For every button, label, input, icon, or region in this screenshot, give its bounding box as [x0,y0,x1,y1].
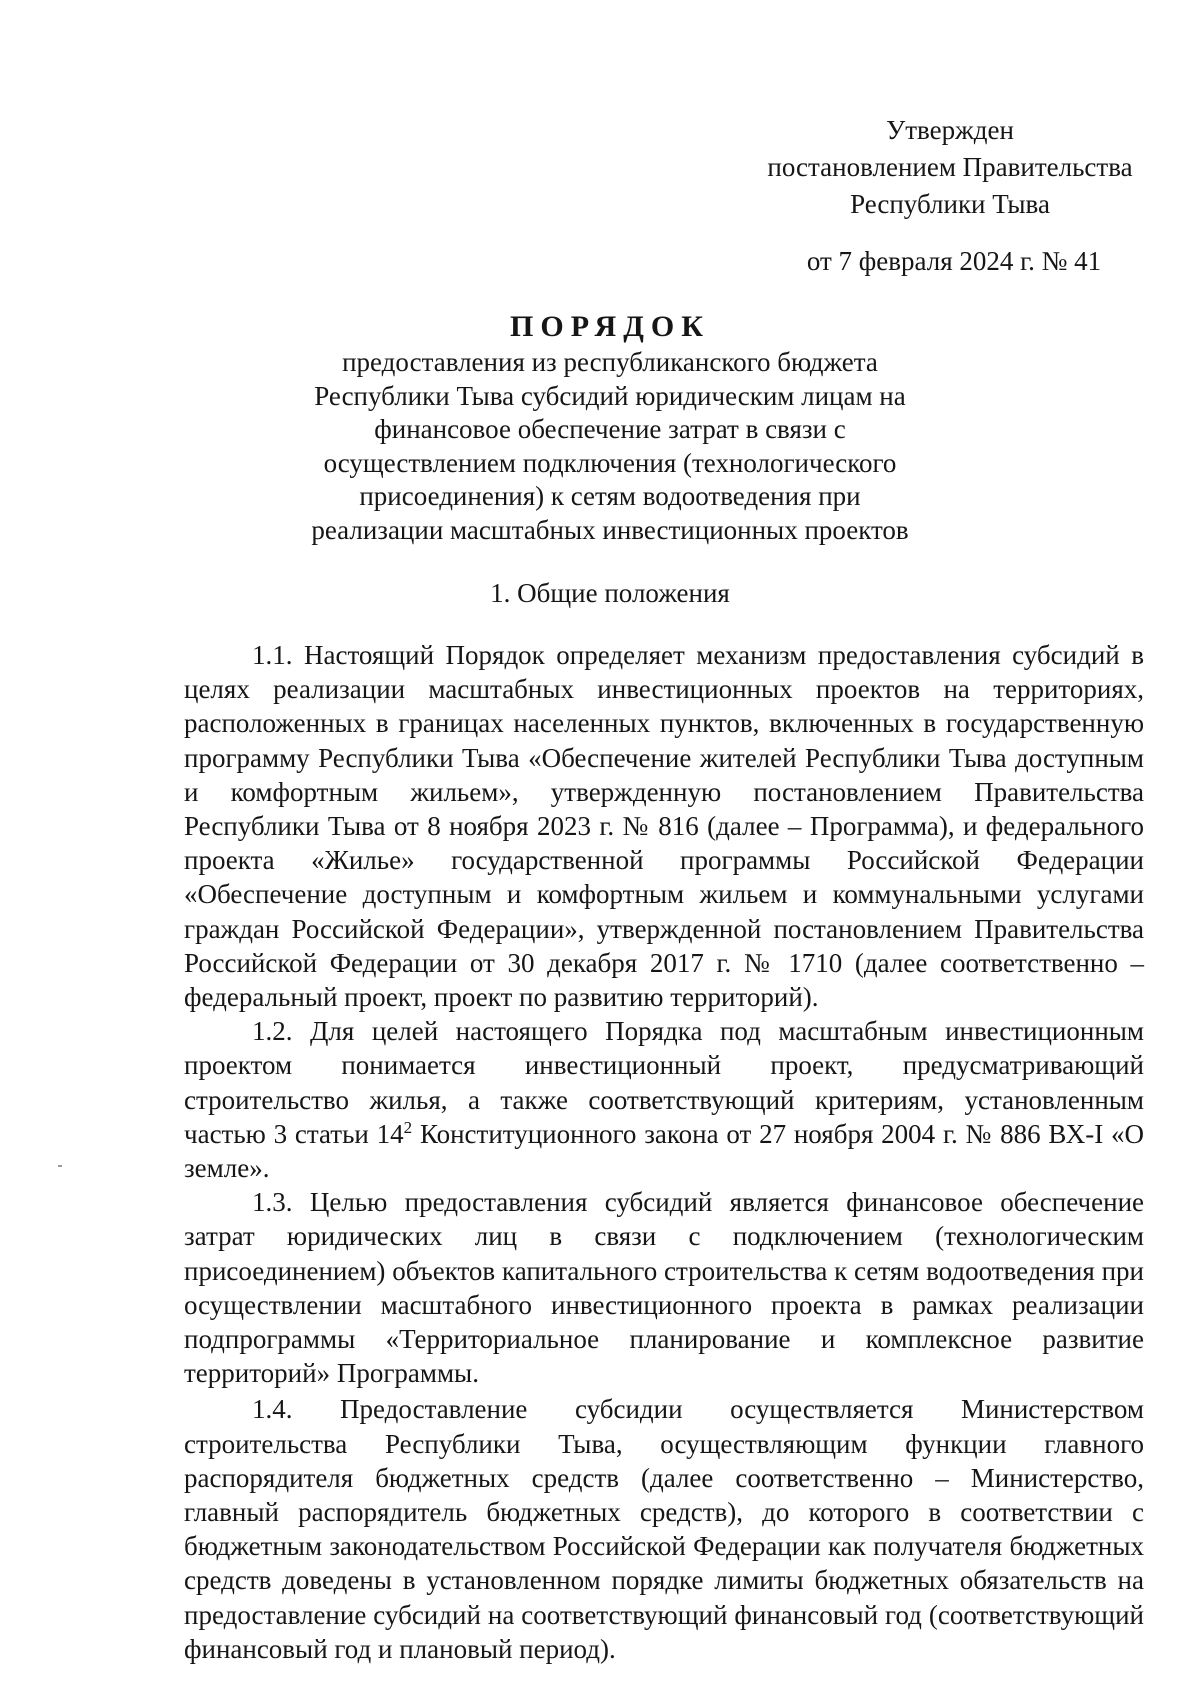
approval-line-approved: Утвержден [886,115,1014,145]
approval-stamp [760,112,1140,280]
approval-date: от 7 февраля 2024 г. № 41 [806,246,1102,276]
document-subtitle: предоставления из республиканского бюджета Республики Тыва субсидий юридическим лицам на финансовое обеспечение затрат в связи с осуществлением подключения (технологического присоединения) к сетям водоотведения при реализации масштабных инвестиционных проектов [311,347,909,545]
paragraph-1-2-tail: Конституционного закона от 27 ноября 2004 г. № 886 ВХ-I «О земле». [184,1118,1144,1184]
paragraph-1-1: 1.1. Настоящий Порядок определяет механизм предоставления субсидий в целях реализации масштабных инвестиционных проектов на территориях, расположенных в границах населенных пунктов, включенных в государственную программу Республики Тыва «Обеспечение жителей Республики Тыва доступным и комфортным жильем», утвержденную постановлением Правительства Республики Тыва от 8 ноября 2023 г. № 816 (далее – Программа), и федерального проекта «Жилье» государственной программы Российской Федерации «Обеспечение доступным и комфортным жильем и коммунальными услугами граждан Российской Федерации», утвержденной постановлением Правительства Российской Федерации от 30 декабря 2017 г. № 1710 (далее соответственно – федеральный проект, проект по развитию территорий). [184,640,1144,1013]
paragraph-1-2 [184,1014,1144,1185]
document-title-block [300,308,920,547]
superscript: 2 [403,1117,413,1137]
approval-line-republic: Республики Тыва [850,189,1050,219]
paragraph-1-2-text: 1.2. Для целей настоящего Порядка под масштабным инвестиционным проектом понимается инвестиционный проект, предусматривающий строительство жилья, а также соответствующий критериям, установленным частью 3 статьи 14 [184,1016,1144,1149]
document-title: ПОРЯДОК [510,310,710,343]
paragraph-1-3: 1.3. Целью предоставления субсидий является финансовое обеспечение затрат юридических лиц в связи с подключением (технологическим присоединением) объектов капитального строительства к сетям водоотведения при осуществлении масштабного инвестиционного проекта в рамках реализации подпрограммы «Территориальное планирование и комплексное развитие территорий» Программы. [184,1187,1144,1389]
scan-mark [58,1165,62,1167]
approval-line-resolution: постановлением Правительства [767,152,1133,182]
section-heading: 1. Общие положения [490,578,730,608]
paragraph-1-4: 1.4. Предоставление субсидии осуществляется Министерством строительства Республики Тыва, осуществляющим функции главного распорядителя бюджетных средств (далее соответственно – Министерство, главный распорядитель бюджетных средств), до которого в соответствии с бюджетным законодательством Российской Федерации как получателя бюджетных средств доведены в установленном порядке лимиты бюджетных обязательств на предоставление субсидий на соответствующий финансовый год (соответствующий финансовый год и плановый период). [184,1394,1144,1664]
document-body [184,638,1144,1666]
